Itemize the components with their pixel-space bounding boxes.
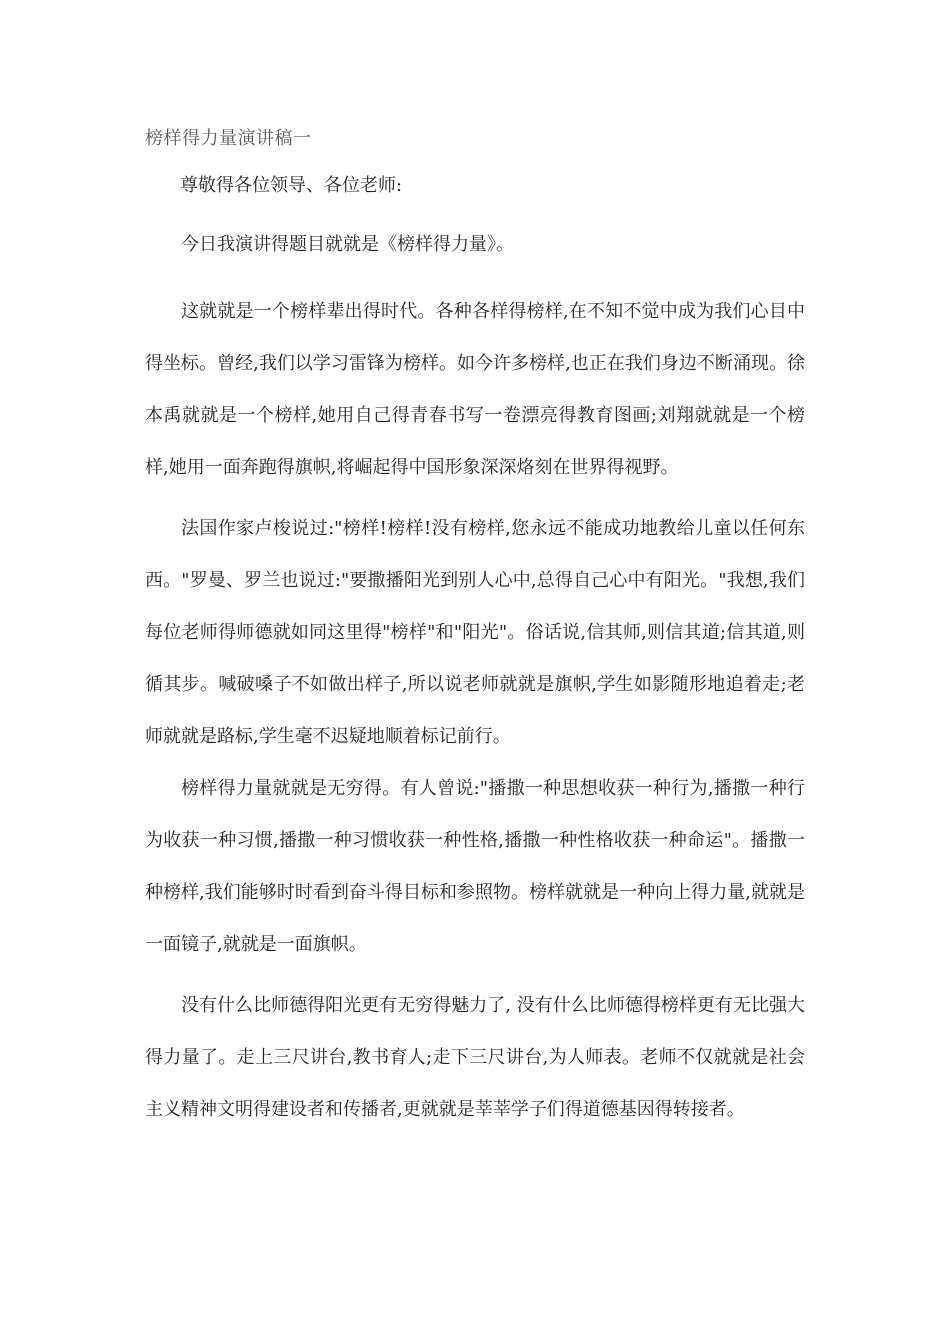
salutation: 尊敬得各位领导、各位老师: xyxy=(180,175,403,196)
paragraph-power-of-role-models: 榜样得力量就就是无穷得。有人曾说:"播撒一种思想收获一种行为,播撒一种行为收获一种习惯,播撒一种习惯收获一种性格,播撒一种性格收获一种命运"。播撒一种榜样,我们能够时时看到奋斗得目标和参照物。榜样就就是一种向上得力量,就就是一面镜子,就就是一面旗帜。 xyxy=(145,778,805,955)
document-title: 榜样得力量演讲稿一 xyxy=(145,128,312,149)
paragraph-era-of-role-models: 这就就是一个榜样辈出得时代。各种各样得榜样,在不知不觉中成为我们心目中得坐标。曾经,我们以学习雷锋为榜样。如今许多榜样,也正在我们身边不断涌现。徐本禹就就是一个榜样,她用自己得青春书写一卷漂亮得教育图画;刘翔就就是一个榜样,她用一面奔跑得旗帜,将崛起得中国形象深深烙刻在世界得视野。 xyxy=(145,301,805,478)
paragraph-topic: 今日我演讲得题目就就是《榜样得力量》。 xyxy=(181,234,514,255)
paragraph-rousseau-quote: 法国作家卢梭说过:"榜样!榜样!没有榜样,您永远不能成功地教给儿童以任何东西。"罗曼、罗兰也说过:"要撒播阳光到别人心中,总得自己心中有阳光。"我想,我们每位老师得师德就如同这里得"榜样"和"阳光"。俗话说,信其师,则信其道;信其道,则循其步。喊破嗓子不如做出样子,所以说老师就就是旗帜,学生如影随形地追着走;老师就就是路标,学生毫不迟疑地顺着标记前行。 xyxy=(145,518,805,747)
paragraph-teacher-ethics: 没有什么比师德得阳光更有无穷得魅力了, 没有什么比师德得榜样更有无比强大得力量了。走上三尺讲台,教书育人;走下三尺讲台,为人师表。老师不仅就就是社会主义精神文明得建设者和传播者,更就就是莘莘学子们得道德基因得转接者。 xyxy=(145,995,805,1120)
